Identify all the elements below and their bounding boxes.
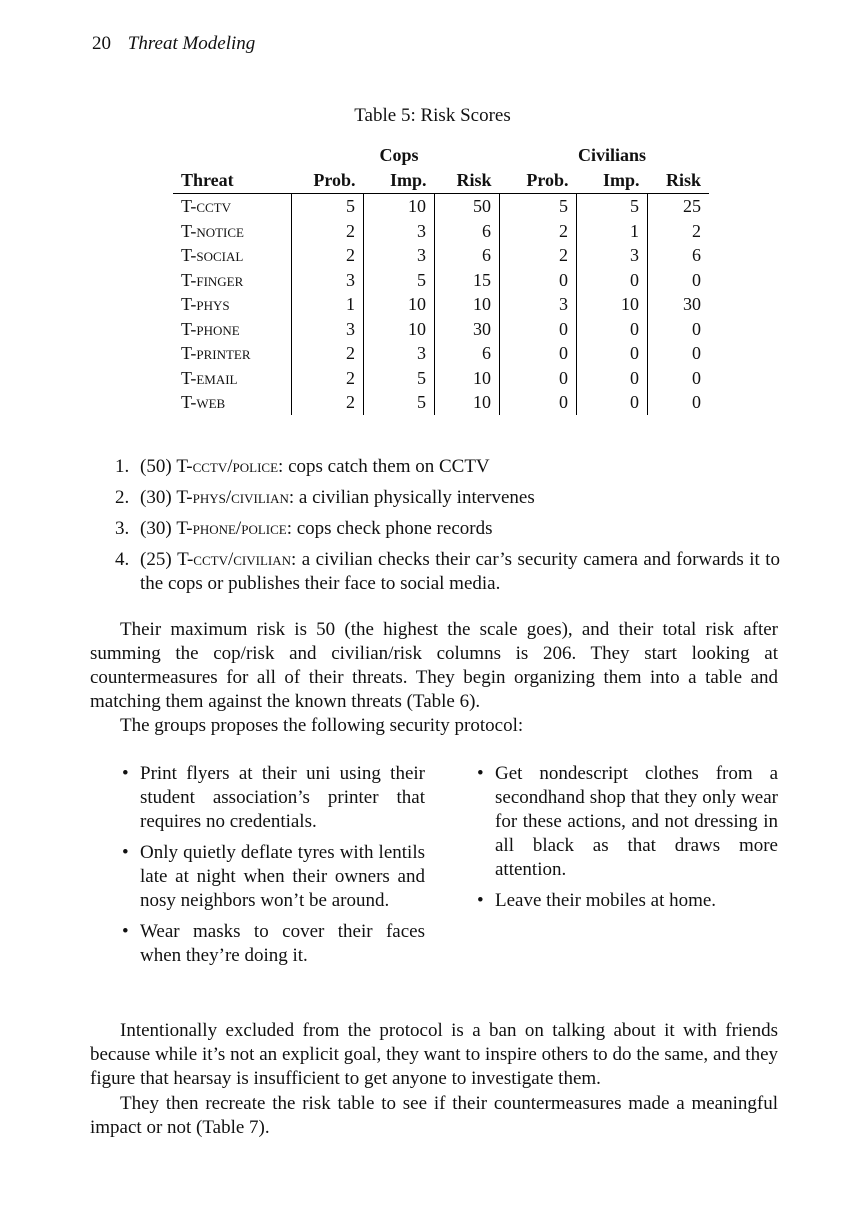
protocol-list-right	[475, 762, 778, 920]
value-cell: 2	[292, 243, 364, 268]
threat-cell: T-notice	[181, 220, 244, 241]
value-cell: 2	[292, 341, 364, 366]
group-civilians: Civilians	[577, 145, 647, 165]
table-caption: Table 5: Risk Scores	[354, 105, 511, 126]
paragraph-recreate-table: They then recreate the risk table to see if their countermeasures made a meaningful impact or not (Table 7).	[90, 1093, 778, 1138]
value-cell: 50	[435, 194, 500, 219]
value-cell: 0	[500, 268, 577, 293]
value-cell: 10	[577, 292, 648, 317]
value-cell: 0	[500, 390, 577, 415]
value-cell: 0	[648, 317, 710, 342]
threat-code: T-cctv/police:	[176, 456, 284, 477]
threat-cell: T-email	[181, 367, 238, 388]
value-cell: 6	[435, 219, 500, 244]
threat-cell: T-social	[181, 245, 244, 265]
value-cell: 2	[500, 219, 577, 244]
threat-cell: T-cctv	[181, 196, 232, 216]
risk-scores-table	[173, 143, 709, 415]
table-row	[173, 341, 709, 366]
threat-cell: T-web	[181, 392, 226, 412]
col-civ-prob: Prob.	[500, 167, 577, 194]
value-cell: 1	[577, 219, 648, 244]
value-cell: 3	[364, 219, 435, 244]
table-row	[173, 268, 709, 293]
value-cell: 0	[500, 341, 577, 366]
value-cell: 5	[364, 268, 435, 293]
value-cell: 0	[648, 341, 710, 366]
value-cell: 2	[292, 390, 364, 415]
risk-score: (30)	[140, 487, 172, 508]
value-cell: 0	[577, 390, 648, 415]
threat-code: T-cctv/civilian:	[177, 549, 297, 570]
item-text: cops catch them on CCTV	[288, 456, 490, 477]
protocol-list-left	[120, 762, 425, 975]
list-item: • Print flyers at their uni using their student association’s printer that requires no credentials.	[120, 762, 425, 834]
threat-cell: T-phys	[181, 294, 230, 314]
list-item: • Leave their mobiles at home.	[475, 889, 778, 913]
value-cell: 5	[500, 194, 577, 219]
value-cell: 15	[435, 268, 500, 293]
table-column-header	[173, 167, 709, 194]
value-cell: 2	[292, 366, 364, 391]
col-civ-risk: Risk	[648, 167, 710, 194]
value-cell: 1	[292, 292, 364, 317]
value-cell: 5	[577, 194, 648, 219]
list-number: 4.	[115, 549, 130, 570]
value-cell: 30	[435, 317, 500, 342]
value-cell: 3	[292, 317, 364, 342]
list-item	[90, 517, 780, 541]
list-number: 1.	[115, 456, 130, 477]
risk-score: (50)	[140, 456, 172, 477]
risk-score: (30)	[140, 518, 172, 539]
value-cell: 10	[435, 292, 500, 317]
item-text: a civilian physically intervenes	[298, 487, 535, 508]
col-cops-imp: Imp.	[364, 167, 435, 194]
value-cell: 0	[577, 317, 648, 342]
col-threat: Threat	[173, 167, 292, 194]
value-cell: 10	[364, 194, 435, 219]
threat-cell: T-phone	[181, 318, 240, 339]
value-cell: 3	[292, 268, 364, 293]
item-text: a civilian checks their car’s security camera and forwards it to the cops or publishes their face to social media.	[140, 549, 781, 594]
list-item: • Only quietly deflate tyres with lentils late at night when their owners and nosy neighbors won’t be around.	[120, 841, 425, 913]
col-cops-risk: Risk	[435, 167, 500, 194]
value-cell: 3	[364, 243, 435, 268]
item-text: cops check phone records	[296, 518, 493, 539]
value-cell: 25	[648, 194, 710, 219]
group-cops: Cops	[379, 145, 419, 165]
table-row	[173, 390, 709, 415]
value-cell: 10	[364, 317, 435, 342]
ranked-threat-list	[90, 455, 780, 603]
list-item: • Wear masks to cover their faces when they’re doing it.	[120, 920, 425, 968]
list-item	[90, 455, 780, 479]
value-cell: 0	[500, 366, 577, 391]
table-row	[173, 194, 709, 219]
list-item	[90, 486, 780, 510]
list-item	[90, 548, 780, 596]
paragraph-excluded: Intentionally excluded from the protocol is a ban on talking about it with friends because while it’s not an explicit goal, they want to inspire others to do the same, and they figure that hearsay is insufficient to get anyone to investigate them.	[90, 1020, 778, 1089]
table-row	[173, 292, 709, 317]
value-cell: 2	[648, 219, 710, 244]
list-item: • Get nondescript clothes from a secondhand shop that they only wear for these actions, and not dressing in all black as that draws more attention.	[475, 762, 778, 882]
value-cell: 30	[648, 292, 710, 317]
table-group-header	[173, 143, 709, 167]
value-cell: 0	[648, 366, 710, 391]
value-cell: 6	[435, 243, 500, 268]
value-cell: 0	[577, 268, 648, 293]
value-cell: 0	[577, 341, 648, 366]
threat-cell: T-printer	[181, 343, 251, 363]
value-cell: 3	[500, 292, 577, 317]
page-number: 20	[92, 33, 111, 54]
table-row	[173, 219, 709, 244]
list-number: 3.	[115, 518, 130, 539]
running-title: Threat Modeling	[127, 33, 256, 54]
risk-score: (25)	[140, 549, 172, 570]
value-cell: 5	[364, 366, 435, 391]
value-cell: 6	[435, 341, 500, 366]
list-number: 2.	[115, 487, 130, 508]
value-cell: 3	[364, 341, 435, 366]
value-cell: 6	[648, 243, 710, 268]
value-cell: 0	[648, 268, 710, 293]
table-row	[173, 317, 709, 342]
value-cell: 2	[292, 219, 364, 244]
page-header	[92, 33, 255, 55]
value-cell: 0	[648, 390, 710, 415]
value-cell: 5	[364, 390, 435, 415]
threat-cell: T-finger	[181, 269, 244, 290]
value-cell: 10	[435, 390, 500, 415]
col-civ-imp: Imp.	[577, 167, 648, 194]
table-row	[173, 366, 709, 391]
value-cell: 0	[500, 317, 577, 342]
value-cell: 10	[364, 292, 435, 317]
value-cell: 2	[500, 243, 577, 268]
paragraph-protocol-intro: The groups proposes the following security protocol:	[120, 715, 524, 736]
value-cell: 5	[292, 194, 364, 219]
threat-code: T-phone/police:	[176, 518, 292, 539]
col-cops-prob: Prob.	[292, 167, 364, 194]
threat-code: T-phys/civilian:	[176, 487, 295, 508]
value-cell: 0	[577, 366, 648, 391]
value-cell: 10	[435, 366, 500, 391]
value-cell: 3	[577, 243, 648, 268]
table-row	[173, 243, 709, 268]
paragraph-max-risk: Their maximum risk is 50 (the highest the scale goes), and their total risk after summing the cop/risk and civilian/risk columns is 206. They start looking at countermeasures for all of their threats. They begin organizing them into a table and matching them against the known threats (Table 6).	[90, 619, 778, 712]
